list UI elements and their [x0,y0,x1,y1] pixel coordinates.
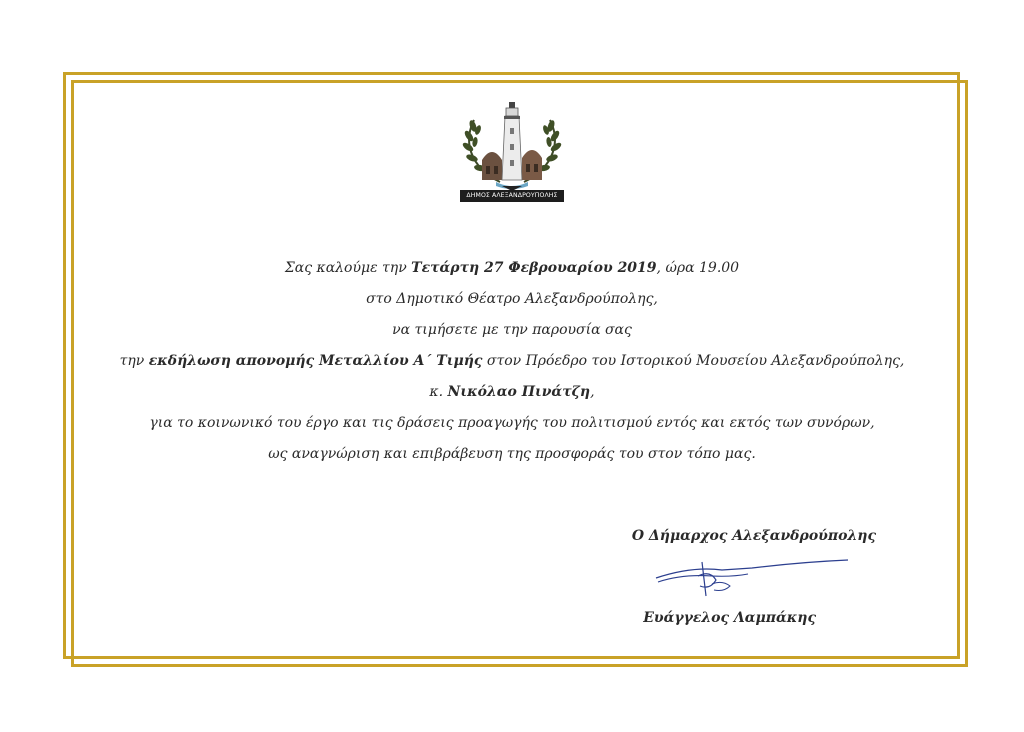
mayor-name: Ευάγγελος Λαμπάκης [643,610,816,626]
invitation-line-date [90,253,934,284]
recipient-suffix: , [590,384,595,400]
handwritten-signature [652,556,852,600]
event-title: εκδήλωση απονομής Μεταλλίου Α΄ Τιμής [148,353,483,369]
invitation-text [90,253,934,470]
invitation-line-event [90,346,934,377]
date-prefix: Σας καλούμε την [284,260,412,276]
mayor-title: Ο Δήμαρχος Αλεξανδρούπολης [631,528,876,544]
invitation-line-venue: στο Δημοτικό Θέατρο Αλεξανδρούπολης, [366,291,658,307]
invitation-line-recipient [90,377,934,408]
event-prefix: την [119,353,149,369]
invitation-line-recognition: ως αναγνώριση και επιβράβευση της προσφοράς του στον τόπο μας. [268,446,756,462]
logo-caption: ΔΗΜΟΣ ΑΛΕΞΑΝΔΡΟΥΠΟΛΗΣ [460,190,564,202]
invitation-line-honor: να τιμήσετε με την παρουσία σας [392,322,632,338]
invitation-line-reason: για το κοινωνικό του έργο και τις δράσεις προαγωγής του πολιτισμού εντός και εκτός των συνόρων, [149,415,875,431]
recipient-prefix: κ. [429,384,448,400]
event-recipient-role: στον Πρόεδρο του Ιστορικού Μουσείου Αλεξανδρούπολης, [482,353,905,369]
event-date: Τετάρτη 27 Φεβρουαρίου 2019 [411,260,657,276]
recipient-name: Νικόλαο Πινάτζη [447,384,591,400]
signature-block [590,520,890,640]
municipality-logo [456,100,568,206]
lighthouse-laurel-icon [456,100,568,192]
event-time: , ώρα 19.00 [656,260,740,276]
